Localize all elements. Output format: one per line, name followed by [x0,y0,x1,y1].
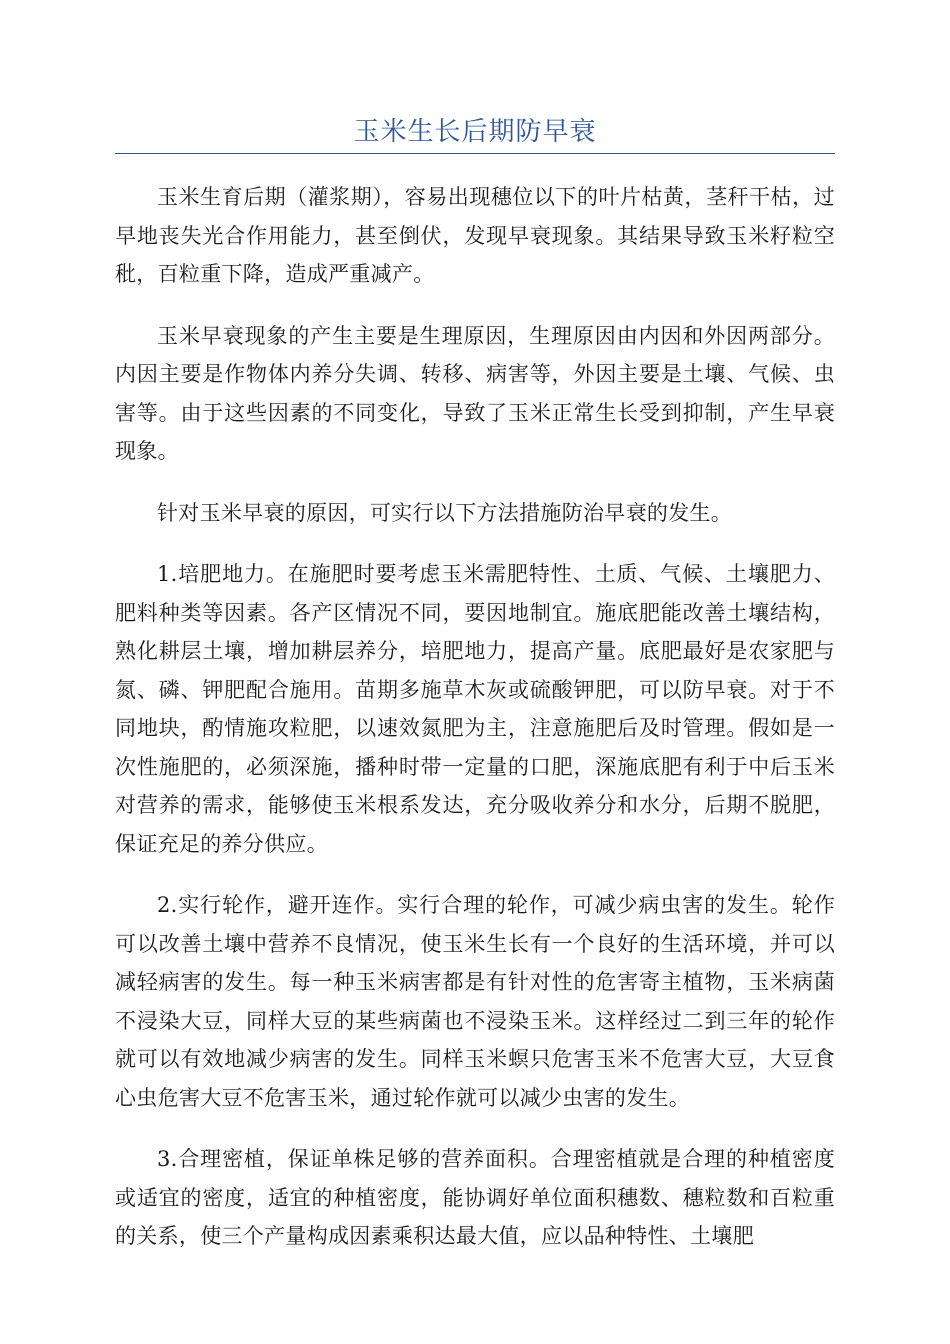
title-underline [115,153,835,154]
paragraph-measure-3: 3.合理密植，保证单株足够的营养面积。合理密植就是合理的种植密度或适宜的密度，适宜的种植密度，能协调好单位面积穗数、穗粒数和百粒重的关系，使三个产量构成因素乘积达最大值，应以品种特性、土壤肥 [115,1147,835,1248]
paragraph-measure-2: 2.实行轮作，避开连作。实行合理的轮作，可减少病虫害的发生。轮作可以改善土壤中营养不良情况，使玉米生长有一个良好的生活环境，并可以减轻病害的发生。每一种玉米病害都是有针对性的危害寄主植物，玉米病菌不浸染大豆，同样大豆的某些病菌也不浸染玉米。这样经过二到三年的轮作就可以有效地减少病害的发生。同样玉米螟只危害玉米不危害大豆，大豆食心虫危害大豆不危害玉米，通过轮作就可以减少虫害的发生。 [115,893,835,1110]
paragraph-intro: 玉米生育后期（灌浆期），容易出现穗位以下的叶片枯黄，茎秆干枯，过早地丧失光合作用能力，甚至倒伏，发现早衰现象。其结果导致玉米籽粒空秕，百粒重下降，造成严重减产。 [115,185,835,286]
paragraph-causes: 玉米早衰现象的产生主要是生理原因，生理原因由内因和外因两部分。内因主要是作物体内养分失调、转移、病害等，外因主要是土壤、气候、虫害等。由于这些因素的不同变化，导致了玉米正常生长受到抑制，产生早衰现象。 [115,323,835,463]
paragraph-measures-intro: 针对玉米早衰的原因，可实行以下方法措施防治早衰的发生。 [157,500,733,525]
page-title: 玉米生长后期防早衰 [353,117,597,147]
paragraph-measure-1: 1.培肥地力。在施肥时要考虑玉米需肥特性、土质、气候、土壤肥力、肥料种类等因素。各产区情况不同，要因地制宜。施底肥能改善土壤结构，熟化耕层土壤，增加耕层养分，培肥地力，提高产量。底肥最好是农家肥与氮、磷、钾肥配合施用。苗期多施草木灰或硫酸钾肥，可以防早衰。对于不同地块，酌情施攻粒肥，以速效氮肥为主，注意施肥后及时管理。假如是一次性施肥的，必须深施，播种时带一定量的口肥，深施底肥有利于中后玉米对营养的需求，能够使玉米根系发达，充分吸收养分和水分，后期不脱肥，保证充足的养分供应。 [115,562,835,856]
document-body [115,178,835,1279]
